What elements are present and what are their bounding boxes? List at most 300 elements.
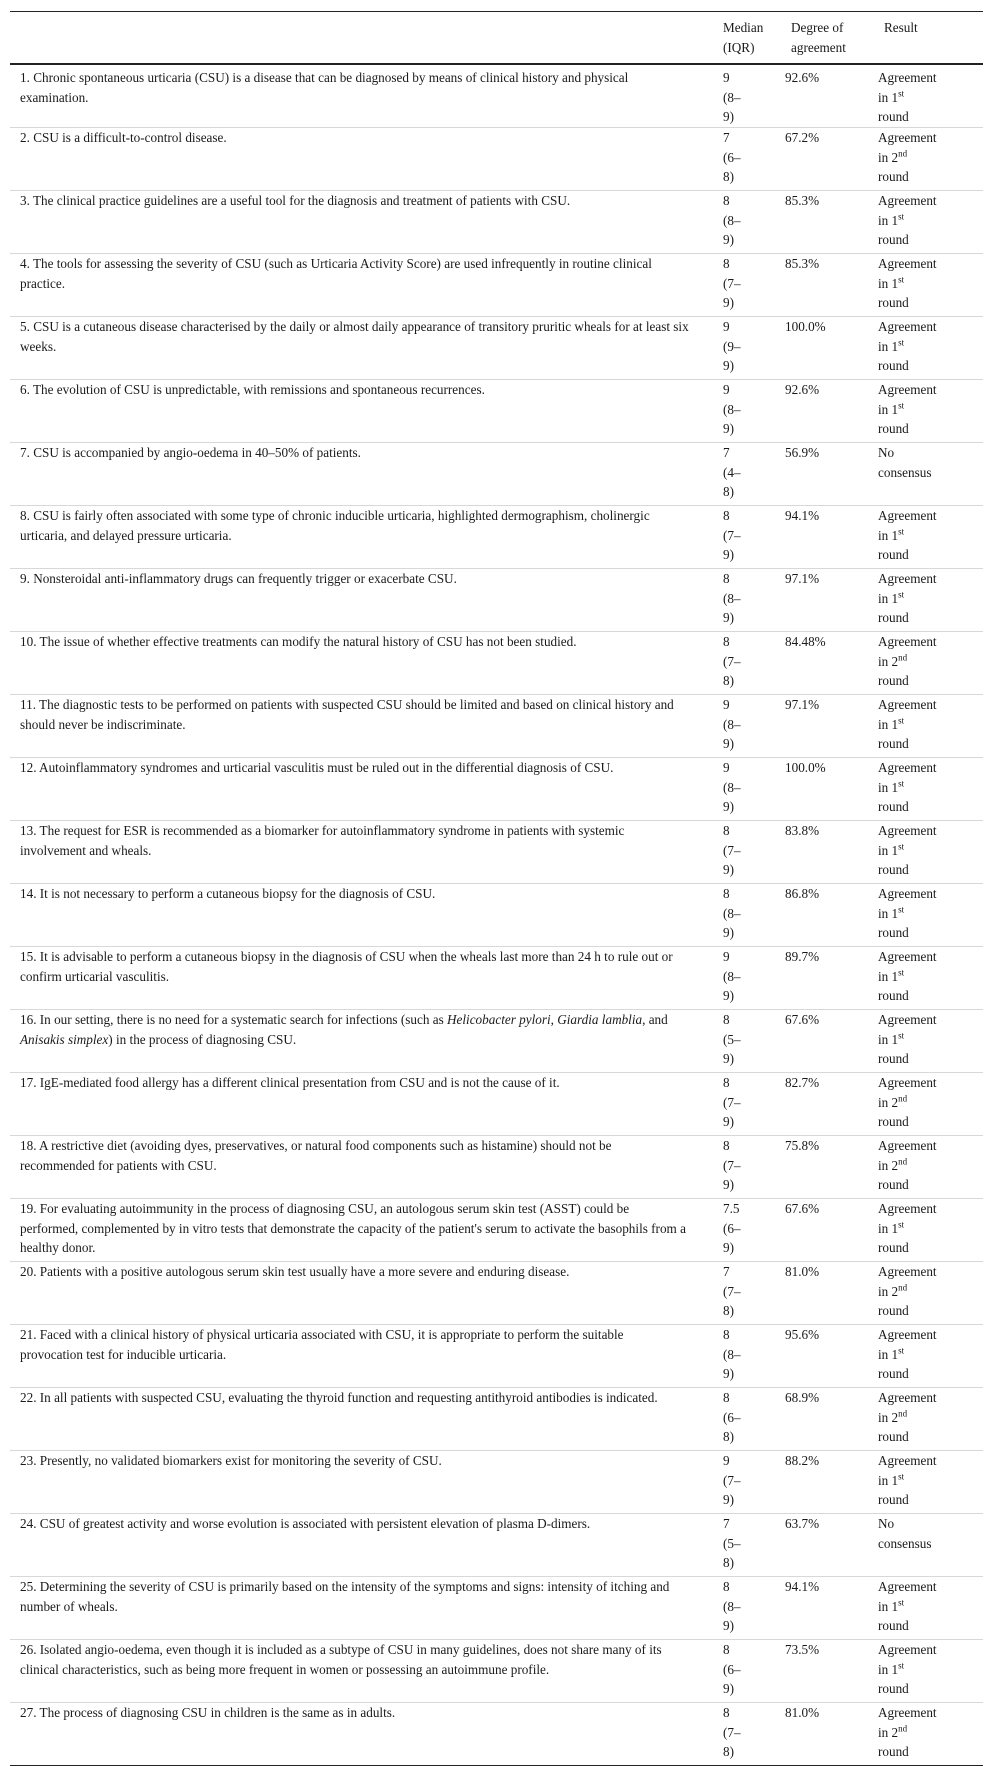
result-line2: in 1 <box>878 1472 899 1488</box>
statement-fragment: ) in the process of diagnosing CSU. <box>108 1031 297 1047</box>
statement-cell <box>10 1451 717 1514</box>
statement-text: 6. The evolution of CSU is unpredictable, with remissions and spontaneous recurrences. <box>20 382 485 397</box>
statement-text: 12. Autoinflammatory syndromes and urticarial vasculitis must be ruled out in the differential diagnosis of CSU. <box>20 760 614 775</box>
statement-text: 18. A restrictive diet (avoiding dyes, preservatives, or natural food components such as histamine) should not be recommended for patients with CSU. <box>20 1138 612 1173</box>
degree-value: 84.48% <box>785 634 826 649</box>
degree-cell <box>785 947 878 1010</box>
result-line1: Agreement <box>878 760 937 775</box>
result-ordinal: st <box>898 337 905 348</box>
iqr-upper: 8) <box>723 484 734 499</box>
degree-cell <box>785 191 878 254</box>
degree-value: 73.5% <box>785 1642 820 1657</box>
header-result: Result <box>884 20 918 35</box>
table-row <box>10 1703 983 1766</box>
result-cell <box>878 443 983 506</box>
result-line1: Agreement <box>878 949 937 964</box>
iqr-upper: 9) <box>723 1240 734 1255</box>
median-cell <box>717 632 785 695</box>
result-line2: in 1 <box>878 1661 899 1677</box>
statement-cell <box>10 821 717 884</box>
table-row <box>10 947 983 1010</box>
iqr-upper: 9) <box>723 862 734 877</box>
table-row <box>10 317 983 380</box>
result-cell <box>878 64 983 128</box>
statement-text: 19. For evaluating autoimmunity in the process of diagnosing CSU, an autologous serum skin test (ASST) could be performed, complemented by in vitro tests that demonstrate the capacity of the patient's serum to activate the basophils from a healthy donor. <box>20 1201 686 1255</box>
result-cell <box>878 1451 983 1514</box>
iqr-upper: 9) <box>723 925 734 940</box>
median-value: 8 <box>723 571 730 586</box>
iqr-upper: 8) <box>723 1303 734 1318</box>
result-line1: Agreement <box>878 1327 937 1342</box>
result-line2: in 1 <box>878 779 899 795</box>
header-degree-line1: Degree of <box>791 20 844 35</box>
result-cell <box>878 506 983 569</box>
statement-fragment: 16. In our setting, there is no need for a systematic search for infections (such as <box>20 1012 447 1027</box>
result-line2: in 1 <box>878 338 899 354</box>
median-value: 8 <box>723 1138 730 1153</box>
result-cell <box>878 821 983 884</box>
result-cell <box>878 191 983 254</box>
result-line2: in 1 <box>878 842 899 858</box>
result-ordinal: nd <box>898 1723 908 1734</box>
statement-cell <box>10 1199 717 1262</box>
result-line3: round <box>878 799 909 814</box>
result-line1: Agreement <box>878 886 937 901</box>
degree-cell <box>785 380 878 443</box>
result-cell <box>878 695 983 758</box>
result-line2: in 2 <box>878 149 899 165</box>
result-line3: round <box>878 421 909 436</box>
degree-cell <box>785 1577 878 1640</box>
degree-value: 100.0% <box>785 760 826 775</box>
result-line1: Agreement <box>878 1201 937 1216</box>
statement-fragment: Anisakis simplex <box>20 1031 109 1047</box>
result-ordinal: st <box>898 1471 905 1482</box>
table-row <box>10 380 983 443</box>
result-line2: in 1 <box>878 212 899 228</box>
statement-fragment: , <box>550 1012 558 1027</box>
median-cell <box>717 64 785 128</box>
degree-cell <box>785 1073 878 1136</box>
median-cell <box>717 758 785 821</box>
iqr-upper: 9) <box>723 799 734 814</box>
median-cell <box>717 1325 785 1388</box>
result-line1: Agreement <box>878 508 937 523</box>
result-line2: in 2 <box>878 1724 899 1740</box>
header-statement <box>10 12 717 65</box>
median-value: 8 <box>723 1642 730 1657</box>
result-cell <box>878 1136 983 1199</box>
result-line3: round <box>878 1114 909 1129</box>
iqr-lower: (8– <box>723 968 741 984</box>
statement-cell <box>10 1136 717 1199</box>
iqr-lower: (8– <box>723 1598 741 1614</box>
iqr-lower: (7– <box>723 842 741 858</box>
iqr-upper: 9) <box>723 295 734 310</box>
degree-value: 83.8% <box>785 823 820 838</box>
iqr-lower: (7– <box>723 527 741 543</box>
table-row <box>10 695 983 758</box>
result-ordinal: st <box>898 1345 905 1356</box>
result-line3: round <box>878 1618 909 1633</box>
median-value: 8 <box>723 1075 730 1090</box>
result-line3: round <box>878 673 909 688</box>
statement-cell <box>10 380 717 443</box>
degree-value: 92.6% <box>785 382 820 397</box>
degree-value: 92.6% <box>785 70 820 85</box>
iqr-upper: 8) <box>723 1555 734 1570</box>
header-median <box>717 12 785 65</box>
result-line1: Agreement <box>878 1453 937 1468</box>
result-ordinal: nd <box>898 148 908 159</box>
iqr-upper: 9) <box>723 421 734 436</box>
iqr-lower: (6– <box>723 1220 741 1236</box>
statement-cell <box>10 1010 717 1073</box>
degree-value: 97.1% <box>785 571 820 586</box>
iqr-lower: (8– <box>723 590 741 606</box>
table-row <box>10 1451 983 1514</box>
statement-cell <box>10 632 717 695</box>
median-value: 8 <box>723 508 730 523</box>
degree-value: 94.1% <box>785 508 820 523</box>
degree-cell <box>785 506 878 569</box>
result-line1: Agreement <box>878 193 937 208</box>
result-line1: Agreement <box>878 697 937 712</box>
median-value: 8 <box>723 1579 730 1594</box>
result-line2: in 2 <box>878 1157 899 1173</box>
iqr-upper: 8) <box>723 1744 734 1759</box>
table-row <box>10 64 983 128</box>
statement-text: 9. Nonsteroidal anti-inflammatory drugs can frequently trigger or exacerbate CSU. <box>20 571 457 586</box>
header-median-line2: (IQR) <box>723 39 755 55</box>
result-ordinal: st <box>898 526 905 537</box>
statement-fragment: Giardia lamblia <box>557 1012 643 1027</box>
median-value: 8 <box>723 634 730 649</box>
statement-text: 8. CSU is fairly often associated with some type of chronic inducible urticaria, highlighted dermographism, cholinergic urticaria, and delayed pressure urticaria. <box>20 508 650 543</box>
statement-cell <box>10 1703 717 1766</box>
statement-cell <box>10 1073 717 1136</box>
result-line1: Agreement <box>878 571 937 586</box>
iqr-upper: 9) <box>723 610 734 625</box>
result-ordinal: st <box>898 1660 905 1671</box>
result-cell <box>878 317 983 380</box>
table-row <box>10 569 983 632</box>
median-cell <box>717 128 785 191</box>
result-ordinal: st <box>898 778 905 789</box>
result-ordinal: st <box>898 841 905 852</box>
result-cell <box>878 1199 983 1262</box>
result-ordinal: st <box>898 904 905 915</box>
iqr-upper: 9) <box>723 1366 734 1381</box>
iqr-lower: (7– <box>723 1472 741 1488</box>
statement-cell <box>10 1577 717 1640</box>
degree-value: 75.8% <box>785 1138 820 1153</box>
median-cell <box>717 191 785 254</box>
result-cell <box>878 1262 983 1325</box>
statement-text: 21. Faced with a clinical history of physical urticaria associated with CSU, it is appropriate to perform the suitable provocation test for inducible urticaria. <box>20 1327 624 1362</box>
statement-text: 4. The tools for assessing the severity of CSU (such as Urticaria Activity Score) are used infrequently in routine clinical practice. <box>20 256 652 291</box>
table-row <box>10 1073 983 1136</box>
iqr-lower: (7– <box>723 653 741 669</box>
result-ordinal: nd <box>898 1282 908 1293</box>
median-value: 8 <box>723 886 730 901</box>
result-line3: round <box>878 925 909 940</box>
result-line3: round <box>878 1366 909 1381</box>
median-value: 9 <box>723 760 730 775</box>
table-row <box>10 884 983 947</box>
median-value: 7 <box>723 130 730 145</box>
statement-cell <box>10 1514 717 1577</box>
degree-value: 82.7% <box>785 1075 820 1090</box>
iqr-lower: (5– <box>723 1031 741 1047</box>
iqr-upper: 9) <box>723 1492 734 1507</box>
result-line3: round <box>878 295 909 310</box>
result-line2: in 2 <box>878 653 899 669</box>
result-cell <box>878 1640 983 1703</box>
iqr-lower: (8– <box>723 89 741 105</box>
result-line3: round <box>878 1303 909 1318</box>
table-row <box>10 1136 983 1199</box>
median-value: 8 <box>723 1012 730 1027</box>
degree-cell <box>785 128 878 191</box>
degree-value: 63.7% <box>785 1516 820 1531</box>
result-line2: in 1 <box>878 89 899 105</box>
result-line3: round <box>878 358 909 373</box>
statement-cell <box>10 317 717 380</box>
result-line1: Agreement <box>878 382 937 397</box>
iqr-lower: (8– <box>723 716 741 732</box>
statement-cell <box>10 1262 717 1325</box>
median-cell <box>717 1640 785 1703</box>
result-line3: round <box>878 988 909 1003</box>
median-cell <box>717 1514 785 1577</box>
result-line2: in 1 <box>878 968 899 984</box>
degree-value: 88.2% <box>785 1453 820 1468</box>
degree-value: 94.1% <box>785 1579 820 1594</box>
degree-cell <box>785 1010 878 1073</box>
result-line3: round <box>878 736 909 751</box>
statement-text: 7. CSU is accompanied by angio-oedema in 40–50% of patients. <box>20 445 361 460</box>
table-row <box>10 128 983 191</box>
statement-cell <box>10 64 717 128</box>
statement-text: 11. The diagnostic tests to be performed on patients with suspected CSU should be limited and based on clinical history and should never be indiscriminate. <box>20 697 674 732</box>
statement-cell <box>10 884 717 947</box>
median-value: 8 <box>723 1390 730 1405</box>
median-value: 7 <box>723 1264 730 1279</box>
degree-value: 89.7% <box>785 949 820 964</box>
statement-cell <box>10 569 717 632</box>
statement-fragment: Helicobacter pylori <box>447 1012 551 1027</box>
statement-text: 24. CSU of greatest activity and worse evolution is associated with persistent elevation of plasma D-dimers. <box>20 1516 591 1531</box>
iqr-lower: (8– <box>723 905 741 921</box>
statement-text: 17. IgE-mediated food allergy has a different clinical presentation from CSU and is not the cause of it. <box>20 1075 560 1090</box>
result-line1: No <box>878 445 895 460</box>
result-line1: Agreement <box>878 1705 937 1720</box>
iqr-upper: 8) <box>723 169 734 184</box>
iqr-lower: (8– <box>723 1346 741 1362</box>
degree-value: 95.6% <box>785 1327 820 1342</box>
result-line2: in 2 <box>878 1409 899 1425</box>
result-line1: Agreement <box>878 130 937 145</box>
iqr-upper: 9) <box>723 547 734 562</box>
table-row <box>10 1010 983 1073</box>
degree-cell <box>785 1514 878 1577</box>
degree-cell <box>785 1703 878 1766</box>
table-row <box>10 1199 983 1262</box>
result-ordinal: st <box>898 1219 905 1230</box>
iqr-lower: (7– <box>723 1283 741 1299</box>
median-cell <box>717 317 785 380</box>
table-row <box>10 1640 983 1703</box>
result-line1: Agreement <box>878 1075 937 1090</box>
result-line2: in 1 <box>878 401 899 417</box>
median-value: 7 <box>723 1516 730 1531</box>
iqr-upper: 9) <box>723 232 734 247</box>
median-cell <box>717 506 785 569</box>
result-line3: round <box>878 1681 909 1696</box>
median-cell <box>717 1010 785 1073</box>
median-cell <box>717 380 785 443</box>
degree-value: 68.9% <box>785 1390 820 1405</box>
statement-cell <box>10 1388 717 1451</box>
median-cell <box>717 695 785 758</box>
degree-value: 56.9% <box>785 445 820 460</box>
result-ordinal: st <box>898 211 905 222</box>
median-value: 8 <box>723 1327 730 1342</box>
median-cell <box>717 443 785 506</box>
statement-text: 3. The clinical practice guidelines are a useful tool for the diagnosis and treatment of patients with CSU. <box>20 193 571 208</box>
median-cell <box>717 947 785 1010</box>
degree-cell <box>785 695 878 758</box>
statement-cell <box>10 695 717 758</box>
statement-cell <box>10 947 717 1010</box>
result-line1: Agreement <box>878 256 937 271</box>
degree-value: 86.8% <box>785 886 820 901</box>
result-line3: round <box>878 610 909 625</box>
table-row <box>10 506 983 569</box>
result-line3: round <box>878 1051 909 1066</box>
result-line3: round <box>878 1492 909 1507</box>
result-line2: in 1 <box>878 905 899 921</box>
iqr-lower: (6– <box>723 149 741 165</box>
result-cell <box>878 569 983 632</box>
result-line2: in 1 <box>878 275 899 291</box>
result-ordinal: nd <box>898 1156 908 1167</box>
result-line1: Agreement <box>878 1138 937 1153</box>
iqr-upper: 9) <box>723 1618 734 1633</box>
table-header-row <box>10 12 983 65</box>
table-row <box>10 821 983 884</box>
result-line3: round <box>878 547 909 562</box>
result-ordinal: nd <box>898 1093 908 1104</box>
median-cell <box>717 821 785 884</box>
degree-cell <box>785 758 878 821</box>
header-degree <box>785 12 878 65</box>
table-body <box>10 64 983 1766</box>
result-cell <box>878 380 983 443</box>
result-ordinal: st <box>898 400 905 411</box>
result-cell <box>878 632 983 695</box>
iqr-lower: (5– <box>723 1535 741 1551</box>
statement-text: 27. The process of diagnosing CSU in children is the same as in adults. <box>20 1705 396 1720</box>
table-row <box>10 1262 983 1325</box>
degree-value: 81.0% <box>785 1705 820 1720</box>
result-ordinal: st <box>898 715 905 726</box>
result-ordinal: st <box>898 1597 905 1608</box>
statement-text: 10. The issue of whether effective treatments can modify the natural history of CSU has not been studied. <box>20 634 577 649</box>
degree-cell <box>785 443 878 506</box>
result-ordinal: st <box>898 1030 905 1041</box>
statement-text: 23. Presently, no validated biomarkers exist for monitoring the severity of CSU. <box>20 1453 442 1468</box>
iqr-lower: (6– <box>723 1409 741 1425</box>
result-line2: in 1 <box>878 527 899 543</box>
median-value: 9 <box>723 319 730 334</box>
statement-text: 5. CSU is a cutaneous disease characterised by the daily or almost daily appearance of transitory pruritic wheals for at least six weeks. <box>20 319 689 354</box>
consensus-table-document <box>10 11 983 1766</box>
statement-text: 20. Patients with a positive autologous serum skin test usually have a more severe and enduring disease. <box>20 1264 570 1279</box>
result-line2: in 1 <box>878 590 899 606</box>
degree-value: 85.3% <box>785 256 820 271</box>
degree-cell <box>785 569 878 632</box>
degree-cell <box>785 1388 878 1451</box>
median-value: 9 <box>723 70 730 85</box>
statement-cell <box>10 506 717 569</box>
degree-cell <box>785 1136 878 1199</box>
table-row <box>10 191 983 254</box>
statement-text: 26. Isolated angio-oedema, even though it is included as a subtype of CSU in many guidelines, does not share many of its clinical characteristics, such as being more frequent in women or possessing an autoimmune profile. <box>20 1642 662 1677</box>
result-line3: round <box>878 169 909 184</box>
result-line2: in 1 <box>878 1346 899 1362</box>
median-cell <box>717 569 785 632</box>
table-row <box>10 254 983 317</box>
result-line2: consensus <box>878 1535 932 1551</box>
result-ordinal: st <box>898 274 905 285</box>
result-line1: Agreement <box>878 319 937 334</box>
statement-text: 25. Determining the severity of CSU is primarily based on the intensity of the symptoms and signs: intensity of itching and number of wheals. <box>20 1579 670 1614</box>
result-line1: Agreement <box>878 634 937 649</box>
result-line2: in 1 <box>878 716 899 732</box>
result-ordinal: nd <box>898 652 908 663</box>
iqr-lower: (9– <box>723 338 741 354</box>
median-cell <box>717 1136 785 1199</box>
iqr-upper: 9) <box>723 109 734 124</box>
degree-value: 97.1% <box>785 697 820 712</box>
result-line2: in 1 <box>878 1598 899 1614</box>
statement-fragment: , and <box>642 1012 668 1027</box>
iqr-upper: 9) <box>723 1051 734 1066</box>
table-row <box>10 758 983 821</box>
degree-value: 85.3% <box>785 193 820 208</box>
statement-text: 13. The request for ESR is recommended as a biomarker for autoinflammatory syndrome in patients with systemic involvement and wheals. <box>20 823 625 858</box>
result-line2: consensus <box>878 464 932 480</box>
consensus-table <box>10 11 983 1766</box>
statement-cell <box>10 128 717 191</box>
result-line1: No <box>878 1516 895 1531</box>
iqr-lower: (7– <box>723 1157 741 1173</box>
result-cell <box>878 128 983 191</box>
degree-cell <box>785 1640 878 1703</box>
degree-cell <box>785 317 878 380</box>
header-median-line1: Median <box>723 20 764 35</box>
median-cell <box>717 1262 785 1325</box>
result-line2: in 2 <box>878 1094 899 1110</box>
table-row <box>10 1577 983 1640</box>
median-value: 8 <box>723 1705 730 1720</box>
result-line1: Agreement <box>878 1579 937 1594</box>
result-cell <box>878 947 983 1010</box>
result-cell <box>878 1703 983 1766</box>
result-line3: round <box>878 109 909 124</box>
